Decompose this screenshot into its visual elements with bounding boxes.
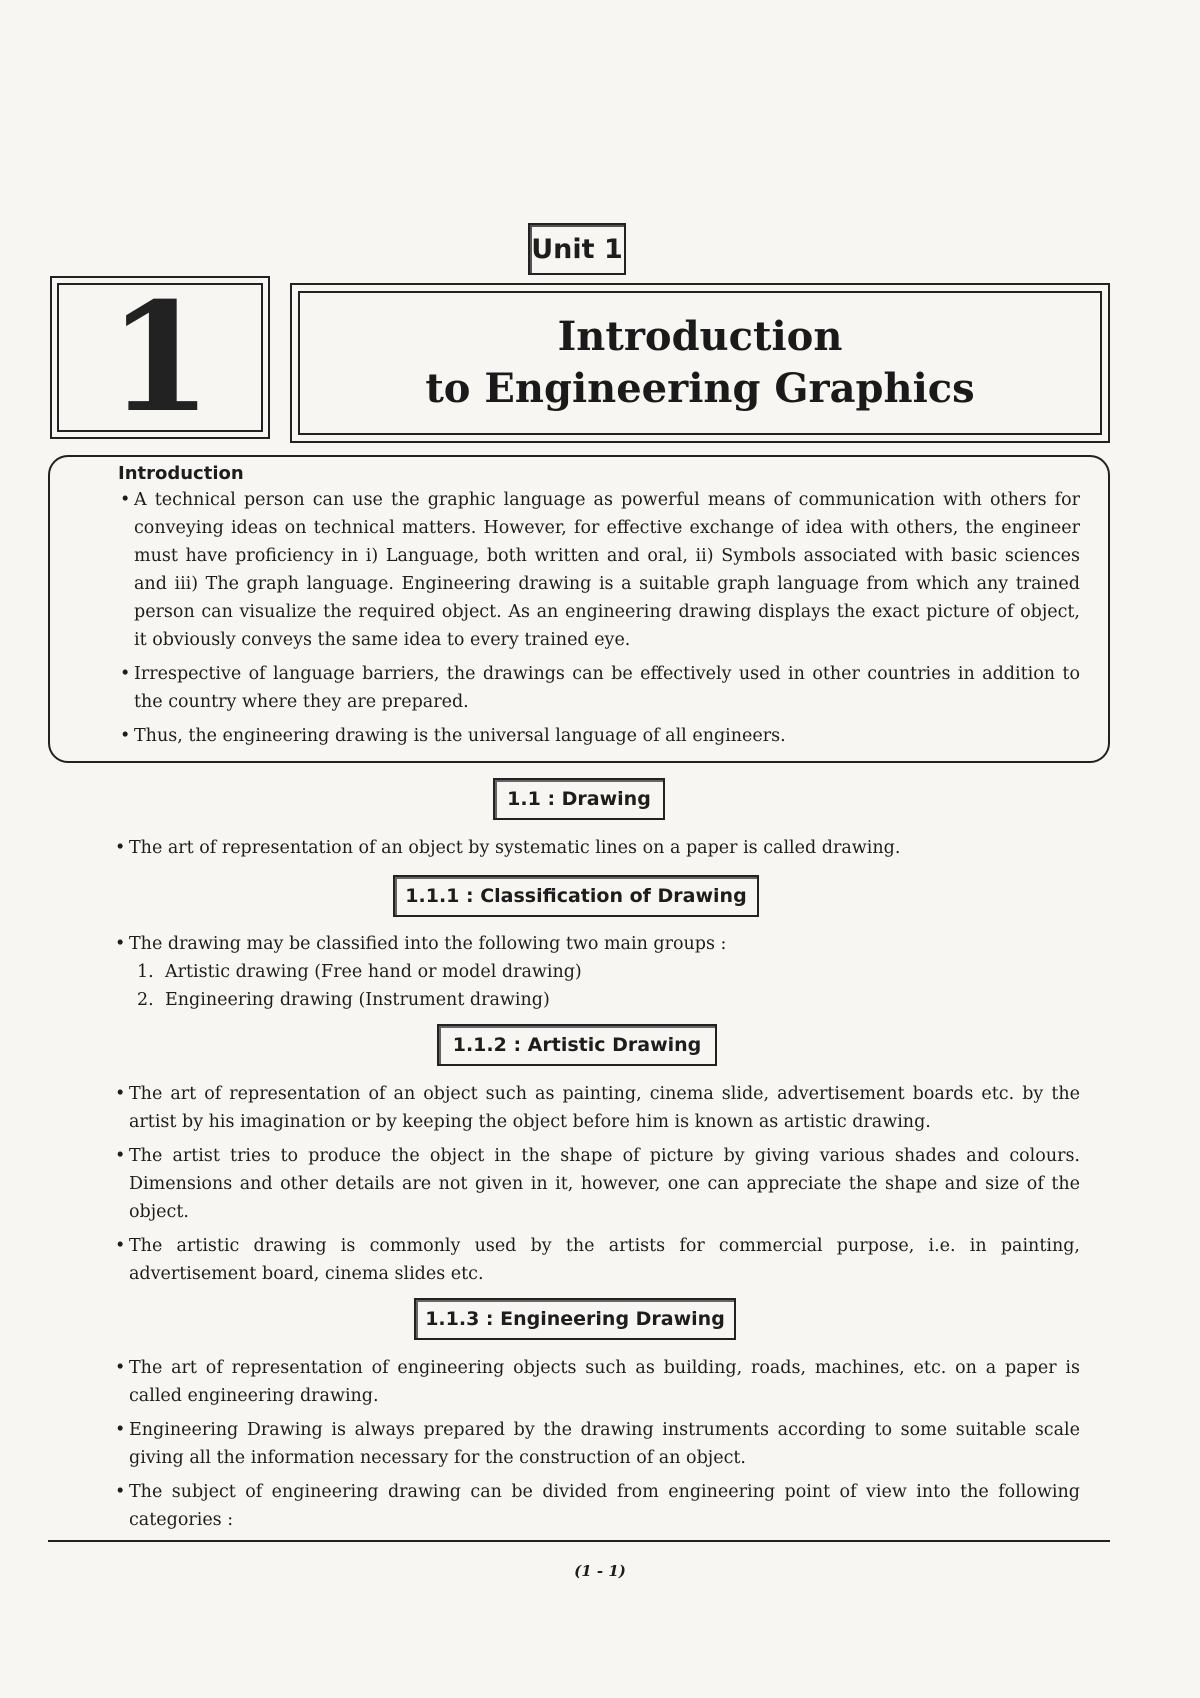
chapter-title [298, 291, 1102, 435]
introduction-heading: Introduction [118, 463, 244, 484]
list-item: • The subject of engineering drawing can be divided from engineering point of view into the following categories : [115, 1478, 1080, 1534]
classification-numbered-list [115, 958, 1080, 1014]
artistic-section [115, 1080, 1080, 1294]
list-item: 1. Artistic drawing (Free hand or model drawing) [137, 962, 582, 982]
list-item: 2. Engineering drawing (Instrument drawing) [137, 990, 550, 1010]
list-item: • The art of representation of an object by systematic lines on a paper is called drawing. [115, 834, 1080, 862]
section-heading-artistic: 1.1.2 : Artistic Drawing [437, 1024, 717, 1066]
list-item: • The artistic drawing is commonly used by the artists for commercial purpose, i.e. in painting, advertisement board, cinema slides etc. [115, 1232, 1080, 1288]
chapter-title-box [290, 283, 1110, 443]
list-item: • Engineering Drawing is always prepared by the drawing instruments according to some suitable scale giving all the information necessary for the construction of an object. [115, 1416, 1080, 1472]
chapter-title-line2: to Engineering Graphics [425, 365, 975, 412]
classification-section [115, 930, 1080, 1014]
page-number: (1 - 1) [574, 1562, 626, 1580]
introduction-list [120, 486, 1080, 750]
chapter-number-box [50, 269, 270, 446]
chapter-number: 1 [57, 283, 263, 432]
engineering-section [115, 1354, 1080, 1540]
list-item: • The artist tries to produce the object in the shape of picture by giving various shades and colours. Dimensions and other details are not given in it, however, one can appreciate the shape and size of the object. [115, 1142, 1080, 1226]
footer-divider [48, 1540, 1110, 1542]
drawing-section [115, 834, 1080, 868]
section-heading-drawing: 1.1 : Drawing [493, 778, 665, 820]
list-item: • The art of representation of engineering objects such as building, roads, machines, etc. on a paper is called engineering drawing. [115, 1354, 1080, 1410]
section-heading-classification: 1.1.1 : Classification of Drawing [393, 875, 759, 917]
list-item: • The art of representation of an object such as painting, cinema slide, advertisement boards etc. by the artist by his imagination or by keeping the object before him is known as artistic drawing. [115, 1080, 1080, 1136]
list-item: • Irrespective of language barriers, the drawings can be effectively used in other countries in addition to the country where they are prepared. [120, 660, 1080, 716]
list-item: • Thus, the engineering drawing is the universal language of all engineers. [120, 722, 1080, 750]
unit-label: Unit 1 [528, 223, 626, 275]
list-item: • A technical person can use the graphic language as powerful means of communication with others for conveying ideas on technical matters. However, for effective exchange of idea with others, the engineer must have proficiency in i) Language, both written and oral, ii) Symbols associated with basic sciences and iii) The graph language. Engineering drawing is a suitable graph language from which any trained person can visualize the required object. As an engineering drawing displays the exact picture of object, it obviously conveys the same idea to every trained eye. [120, 486, 1080, 654]
section-heading-engineering: 1.1.3 : Engineering Drawing [414, 1298, 736, 1340]
list-item: • The drawing may be classified into the following two main groups : [115, 930, 1080, 958]
introduction-box [48, 455, 1110, 763]
chapter-title-line1: Introduction [557, 313, 843, 360]
